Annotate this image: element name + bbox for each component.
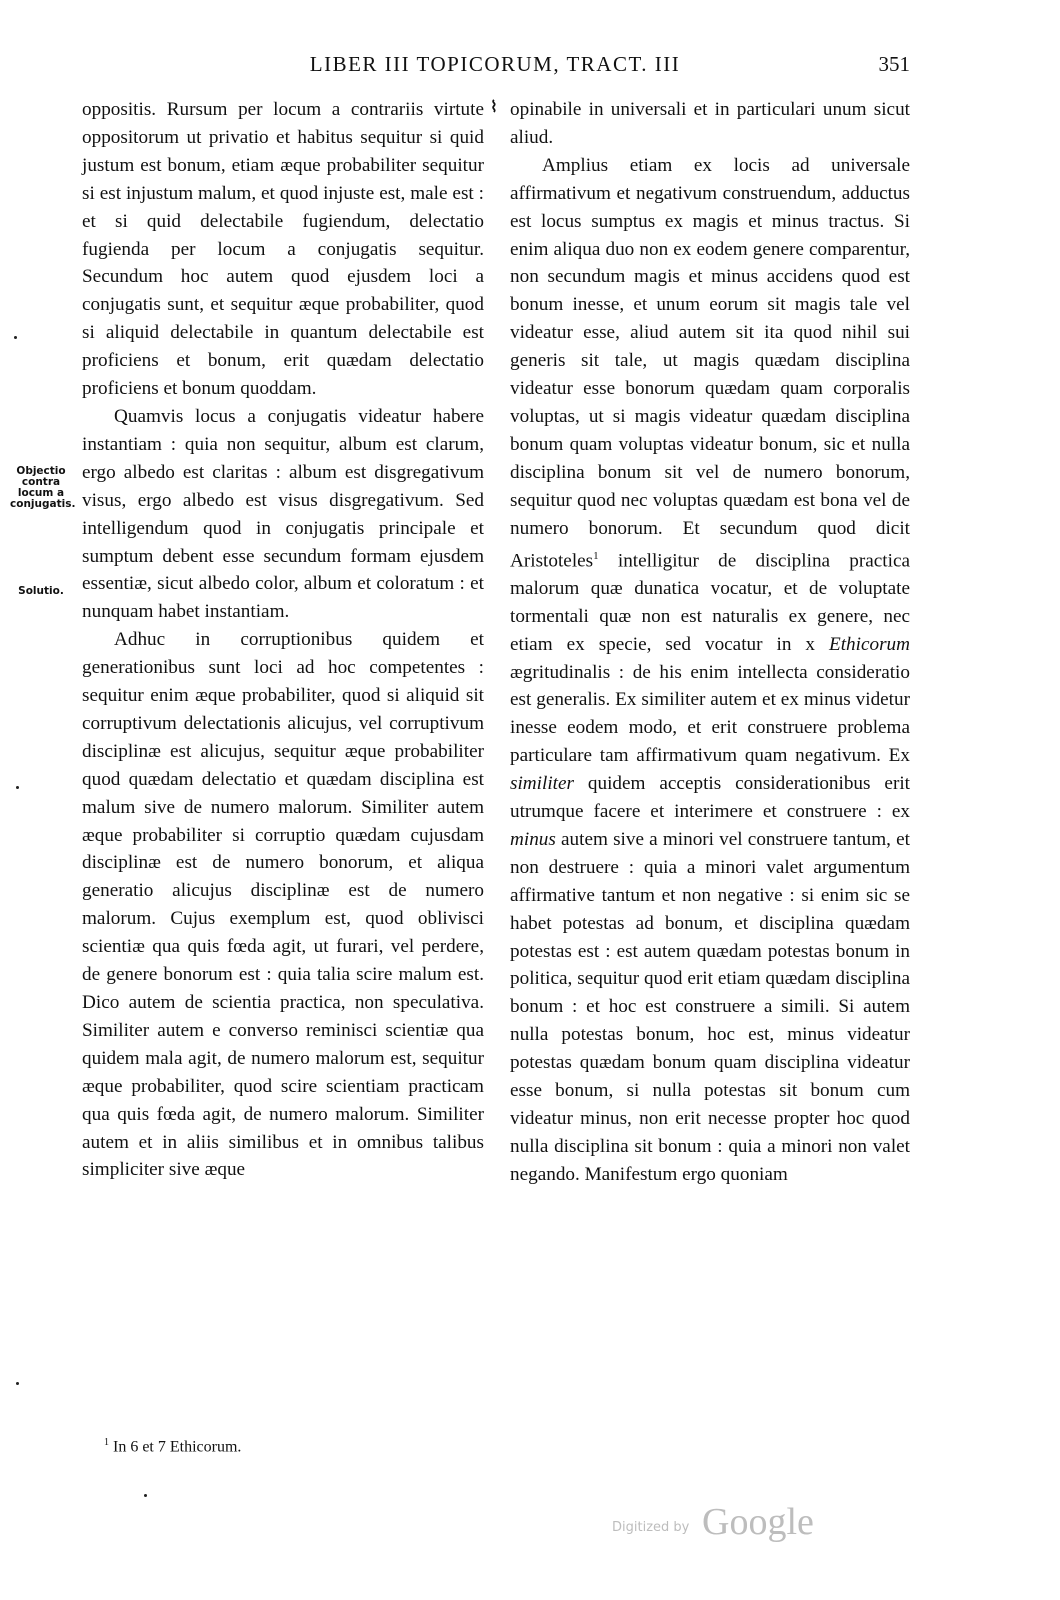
margin-dot xyxy=(16,786,19,789)
page-number: 351 xyxy=(878,52,910,76)
margin-note-objectio: Objectio contra locum a conjugatis. xyxy=(10,465,76,510)
left-paragraph-3: Adhuc in corruptionibus quidem et generationibus sunt loci ad hoc competentes : sequitur enim æque probabiliter, quod si aliquid sit corruptivum delectationis alicujus, vel corruptivum disciplinæ est alicujus, sequitur æque probabiliter quod quædam delectatio et quædam disciplina est malum sive de numero malorum. Similiter autem æque probabiliter si corruptio quædam cujusdam disciplinæ est de numero bonorum, et aliqua generatio alicujus disciplinæ est de numero malorum. Cujus exemplum est, quod oblivisci scientiæ qua quis fœda agit, ut furari, vel perdere, de genere bonorum est : quia talia scire malum est. Dico autem de scientia practica, non speculativa. Similiter autem e converso reminisci scientiæ qua quidem mala agit, de numero malorum est, sequitur æque probabiliter, quod scire scientiam practicam qua quis fœda agit, de numero malorum. Similiter autem et in aliis similibus et in omnibus talibus simpliciter sive æque xyxy=(82,629,484,1181)
left-column xyxy=(82,96,484,1184)
margin-note-solutio: Solutio. xyxy=(18,585,64,597)
right-text-c: ægritudinalis : de his enim intellecta consideratio est generalis. Ex similiter autem et ex minus videtur inesse eodem modo, et erit construere problema particulare tam affirmativum quam negativum. Ex xyxy=(510,661,910,767)
running-head: LIBER III TOPICORUM, TRACT. III xyxy=(309,52,681,76)
left-paragraph-1: oppositis. Rursum per locum a contrariis virtute oppositorum ut privatio et habitus sequitur si quid justum est bonum, etiam æque probabiliter sequitur si est injustum malum, et quod injuste est, male est : et si quid delectabile fugiendum, delectatio fugienda per locum a conjugatis sequitur. Secundum hoc autem quod ejusdem loci a conjugatis sunt, et sequitur æque probabiliter, quod si aliquid delectabile in quantum delectabile est proficiens et bonum, erit quædam delectatio proficiens et bonum quoddam. xyxy=(82,99,484,400)
footnote xyxy=(104,1437,241,1456)
italic-ethicorum: Ethicorum xyxy=(828,633,910,655)
footnote-text: In 6 et 7 Ethicorum. xyxy=(109,1438,242,1456)
right-text-d: quidem acceptis considerationibus erit utrumque facere et interimere et construere : ex xyxy=(510,773,910,823)
margin-dot xyxy=(144,1494,147,1497)
italic-minus: minus xyxy=(510,828,556,850)
margin-dot xyxy=(16,1382,19,1385)
right-text-b: intelligitur de disciplina practica malorum quæ dunatica vocatur, et de voluptate tormentali quæ non est naturalis ex genere, nec etiam ex specie, sed vocatur in x xyxy=(510,549,910,655)
left-paragraph-2: Quamvis locus a conjugatis videatur habere instantiam : quia non sequitur, album est clarum, ergo albedo est claritas : album est disgregativum visus, ergo albedo est visus disgregativum. Sed intelligendum quod in conjugatis principale et sumptum debent esse secundum formam ejusdem essentiæ, sicut albedo color, album et coloratum : et nunquam habet instantiam. xyxy=(82,405,484,623)
right-column xyxy=(510,96,910,1189)
gutter-mark: ⌇ xyxy=(490,97,498,116)
google-watermark xyxy=(612,1500,852,1550)
right-paragraph-1: opinabile in universali et in particulari unum sicut aliud. xyxy=(510,99,910,148)
page-header xyxy=(80,52,910,82)
right-paragraph-2 xyxy=(510,152,910,1189)
italic-similiter: similiter xyxy=(510,773,574,795)
watermark-digitized-by: Digitized by xyxy=(612,1520,690,1535)
footnote-marker: 1 xyxy=(104,1437,109,1448)
right-text-e: autem sive a minori vel construere tantum, et non destruere : quia a minori valet argumentum affirmative tantum et non negative : si enim sic se habet potestas ad bonum, et disciplina quædam potestas est : est autem quædam potestas bonum in politica, sequitur quod erit etiam quædam disciplina bonum : et hoc est construere a simili. Si autem nulla potestas bonum, hoc est, minus videatur potestas quædam bonum quam disciplina videatur esse bonum, si nulla potestas sit bonum cum videatur minus, non erit necesse propter hoc quod nulla disciplina sit bonum : quia a minori non valet negando. Manifestum ergo quoniam xyxy=(510,828,910,1185)
footnote-ref: 1 xyxy=(593,549,599,562)
google-logo: Google xyxy=(702,1501,814,1543)
right-text-a: Amplius etiam ex locis ad universale affirmativum et negativum construendum, adductus est locus sumptus ex magis et minus tractus. Si enim aliqua duo non ex eodem genere comparentur, non secundum magis et minus accidens quod est bonum inesse, et unum eorum sit magis tale vel videatur esse, aliud autem sit ita quod nihil sui generis sit tale, ut magis quædam disciplina videatur esse bonorum quædam quam corporalis voluptas, ut si magis videatur quædam disciplina bonum quam voluptas videatur bonum, sic et nulla disciplina bonum sit vel de numero bonorum, sequitur quod nec voluptas quædam est bona vel de numero bonorum. Et secundum quod dicit Aristoteles xyxy=(510,154,910,571)
margin-dot xyxy=(14,336,17,339)
